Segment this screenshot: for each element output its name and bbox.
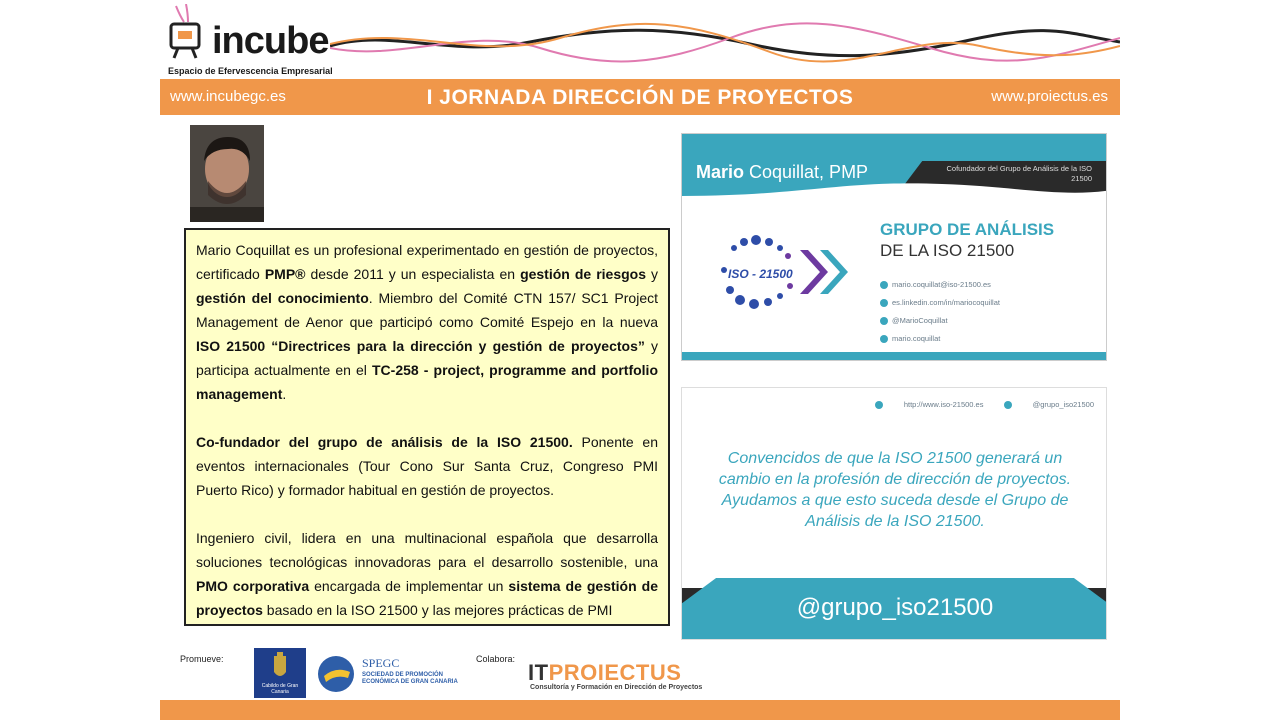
card-name: Mario Coquillat, PMP [696, 162, 869, 182]
bio-bold-text: ISO 21500 “Directrices para la dirección y gestión de proyectos” [196, 338, 645, 354]
bio-paragraph-1 [196, 238, 658, 406]
email-icon [880, 281, 888, 289]
spegc-globe-icon [318, 656, 354, 692]
twitter-icon [1004, 401, 1012, 409]
bio-text: Ponente en eventos internacionales (Tour Cono Sur Santa Cruz, Congreso PMI Puerto Rico) y formador habitual en gestión de proyectos. [196, 434, 658, 498]
cabildo-logo: Cabildo de Gran Canaria [254, 648, 306, 698]
website-link[interactable]: http://www.iso-21500.es [875, 400, 984, 409]
web-icon [875, 401, 883, 409]
bio-text: y [646, 266, 659, 282]
speaker-bio [184, 228, 670, 626]
bio-text: Mario Coquillat es un profesional experimentado en gestión de proyectos, certificado [196, 242, 658, 282]
bio-paragraph-3 [196, 526, 658, 622]
bio-bold-text: PMO corporativa [196, 578, 310, 594]
contact-linkedin[interactable]: es.linkedin.com/in/mariocoquillat [880, 298, 1000, 307]
contact-twitter[interactable]: @MarioCoquillat [880, 316, 948, 325]
decorative-waves [330, 18, 1120, 68]
bio-text: y participa actualmente en el [196, 338, 659, 378]
page-title: I JORNADA DIRECCIÓN DE PROYECTOS [426, 86, 854, 109]
twitter-handle[interactable]: @grupo_iso21500 [796, 594, 994, 621]
bio-bold-text: TC-258 - project, programme and portfolio management [196, 362, 658, 402]
iso-21500-logo [716, 234, 856, 314]
twitter-icon [880, 317, 888, 325]
header-bar [160, 79, 1120, 115]
spegc-name: SPEGC [362, 656, 400, 670]
linkedin-icon [880, 299, 888, 307]
brand-name: incube [212, 20, 329, 62]
bio-bold-text: Co-fundador del grupo de análisis de la ISO 21500. [196, 434, 573, 450]
bio-text: . Miembro del Comité CTN 157/ SC1 Project Management de Aenor que participó como Comité Espejo en la nueva [196, 290, 658, 330]
bio-text: encargada de implementar un [309, 578, 509, 594]
bio-bold-text: gestión del conocimiento [196, 290, 369, 306]
card-role: Cofundador del Grupo de Análisis de la ISO 21500 [946, 164, 1092, 183]
spegc-subtitle: SOCIEDAD DE PROMOCIÓN ECONÓMICA DE GRAN CANARIA [362, 672, 458, 685]
brand-tagline: Espacio de Efervescencia Empresarial [168, 66, 333, 76]
twitter-link[interactable]: @grupo_iso21500 [1004, 400, 1094, 409]
coat-of-arms-icon [254, 650, 306, 686]
business-card-back [681, 387, 1107, 640]
incube-mascot-icon [166, 4, 216, 64]
itproiectus-logo: ITPROIECTUS [528, 660, 682, 685]
bio-bold-text: PMP® [264, 266, 306, 282]
promueve-label: Promueve: [180, 654, 224, 664]
proiectus-url[interactable]: www.proiectus.es [991, 88, 1108, 105]
bio-paragraph-2 [196, 430, 658, 502]
bio-text: . [282, 386, 287, 402]
colabora-label: Colabora: [476, 654, 516, 664]
group-subtitle: DE LA ISO 21500 [880, 241, 1015, 260]
skype-icon [880, 335, 888, 343]
itproiectus-subtitle: Consultoría y Formación en Dirección de Proyectos [530, 684, 703, 691]
bio-bold-text: gestión de riesgos [520, 266, 646, 282]
contact-skype[interactable]: mario.coquillat [880, 334, 940, 343]
card-slogan: Convencidos de que la ISO 21500 generará un cambio en la profesión de dirección de proyectos. Ayudamos a que esto suceda desde el Grupo de Análisis de la ISO 21500. [718, 450, 1072, 530]
bio-text: Ingeniero civil, lidera en una multinacional española que desarrolla soluciones tecnológicas innovadoras para el desarrollo sostenible, una [196, 530, 658, 570]
contact-email[interactable]: mario.coquillat@iso-21500.es [880, 280, 991, 289]
footer-bar [160, 700, 1120, 720]
bio-bold-text: sistema de gestión de proyectos [196, 578, 658, 618]
card-links [857, 400, 1094, 409]
business-card-front [681, 133, 1107, 361]
speaker-photo [190, 125, 264, 222]
bio-text: basado en la ISO 21500 y las mejores prácticas de PMI [262, 602, 613, 618]
group-title: GRUPO DE ANÁLISIS [880, 220, 1055, 239]
spegc-logo [318, 656, 354, 692]
svg-text:ISO - 21500: ISO - 21500 [728, 267, 793, 281]
bio-text: desde 2011 y un especialista en [305, 266, 521, 282]
incube-url[interactable]: www.incubegc.es [170, 88, 286, 105]
